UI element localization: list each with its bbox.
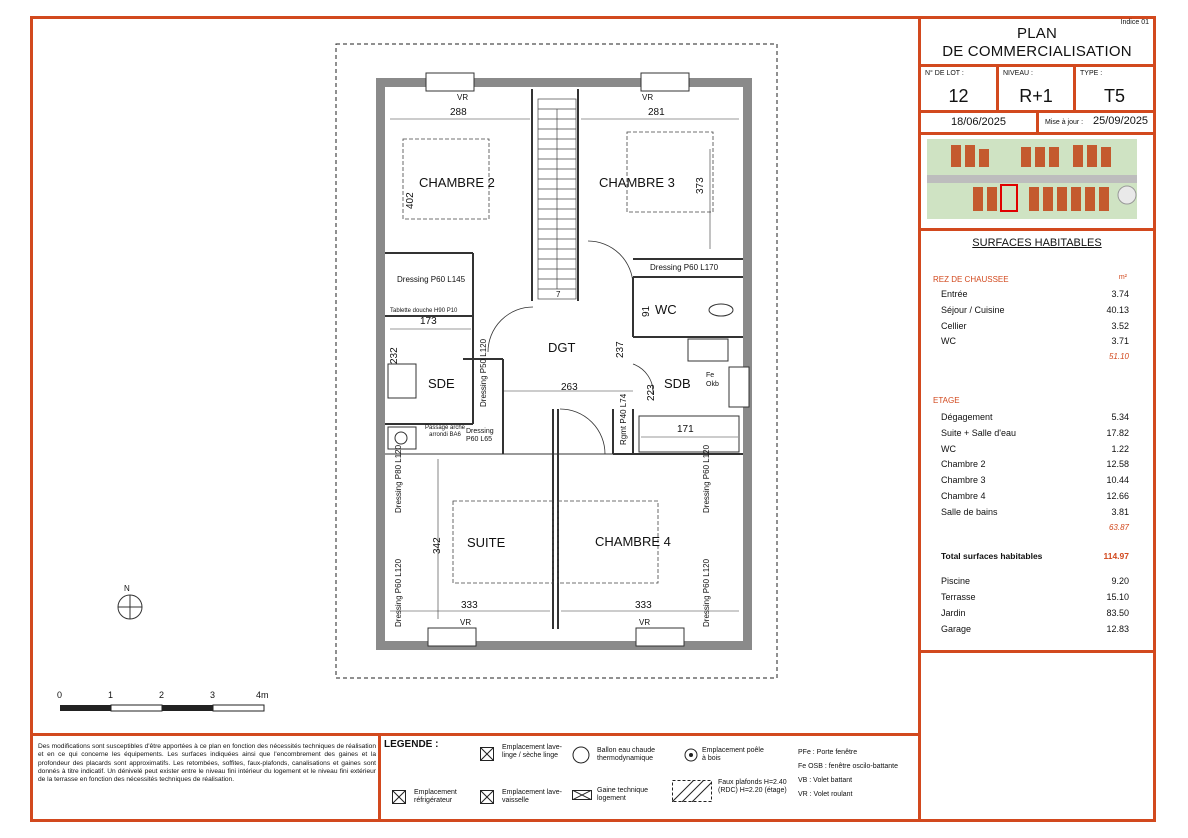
wood-stove-icon [684,748,698,762]
rdc-value: 40.13 [1106,305,1129,315]
annex-value: 15.10 [1106,592,1129,602]
scale-4m: 4m [256,690,269,700]
dim-342: 342 [432,537,443,554]
niveau-label: NIVEAU : [1003,70,1033,77]
dim-373: 373 [695,177,706,194]
legend-lave-vaisselle: Emplacement lave-vaisselle [502,789,562,804]
type-value: T5 [1103,86,1125,106]
dim-91: 91 [641,305,652,317]
total-value: 114.97 [1103,551,1129,561]
annex-value: 12.83 [1106,624,1129,634]
rdc-row [941,305,1129,319]
annex-name: Piscine [941,576,971,586]
legend-poele: Emplacement poêle à bois [702,747,764,762]
label-dressing-170: Dressing P60 L170 [650,263,719,272]
room-wc: WC [655,302,677,317]
site-map [921,135,1153,231]
etage-row [941,444,1129,458]
label-dressing-145: Dressing P60 L145 [397,275,466,284]
abbr-vr: VR : Volet roulant [798,791,853,798]
title-line-1: PLAN [1017,25,1057,42]
title-line-2: DE COMMERCIALISATION [942,43,1132,60]
label-vr-bottom-left: VR [460,618,472,627]
annex-row [941,608,1129,622]
dim-333-left: 333 [461,600,478,611]
etage-name: Salle de bains [941,507,998,517]
abbr-vb: VB : Volet battant [798,777,853,784]
label-passage: Passage arche arrondi BA6 [424,425,466,438]
room-chambre-3: CHAMBRE 3 [599,175,675,190]
rdc-value: 3.71 [1111,336,1129,346]
legend-divider [378,736,381,822]
maj-value: 25/09/2025 [1093,115,1149,127]
niveau-cell [999,67,1076,110]
legend-faux-plafonds: Faux plafonds H=2.40 (RDC) H=2.20 (étage) [718,779,787,794]
rdc-row [941,321,1129,335]
etage-row [941,507,1129,521]
room-dgt: DGT [548,340,576,355]
label-vr-top-left: VR [457,93,469,102]
etage-value: 3.81 [1111,507,1129,517]
niveau-value: R+1 [1019,86,1053,106]
scale-3: 3 [210,690,216,700]
annex-row [941,576,1129,590]
room-sde: SDE [428,376,455,391]
etage-row [941,428,1129,442]
rdc-name: WC [941,336,956,346]
label-dressing-top-right: Dressing P60 L120 [702,444,711,513]
dim-402: 402 [405,192,416,209]
annex-value: 9.20 [1111,576,1129,586]
dim-237: 237 [615,341,626,358]
dim-288: 288 [450,107,467,118]
etage-row [941,412,1129,426]
technical-duct-icon [572,790,592,800]
label-dressing-l65: Dressing P60 L65 [466,428,494,443]
label-tablette: Tablette douche H90 P10 [390,308,458,314]
etage-value: 10.44 [1106,475,1129,485]
type-label: TYPE : [1080,70,1103,77]
rdc-value: 3.52 [1111,321,1129,331]
etage-name: Chambre 4 [941,491,986,501]
floor-plan [33,19,918,735]
floor-plan-drawing [33,19,918,735]
etage-name: WC [941,444,956,454]
rdc-name: Séjour / Cuisine [941,305,1005,315]
etage-value: 12.58 [1106,459,1129,469]
label-dressing-bottom-right: Dressing P60 L120 [702,558,711,627]
maj-label: Mise à jour : [1045,119,1084,126]
rdc-value: 3.74 [1111,289,1129,299]
panel-divider [921,650,1153,653]
rdc-subtotal: 51.10 [1108,352,1129,361]
etage-value: 5.34 [1111,412,1129,422]
scale-2: 2 [159,690,165,700]
dim-223: 223 [646,384,657,401]
fridge-icon [392,790,406,804]
etage-name: Suite + Salle d'eau [941,428,1017,438]
unit-label: m² [1118,274,1127,281]
scale-0: 0 [57,690,63,700]
washing-machine-icon [480,747,494,761]
room-chambre-4: CHAMBRE 4 [595,534,671,549]
label-dressing-p50: Dressing P50 L120 [479,338,488,407]
etage-subtotal: 63.87 [1108,523,1129,532]
legend-divider-right [918,736,921,822]
dim-333-right: 333 [635,600,652,611]
rdc-name: Entrée [941,289,968,299]
total-label: Total surfaces habitables [941,551,1043,561]
info-panel [921,19,1153,735]
dim-7: 7 [556,290,561,299]
room-suite: SUITE [467,535,506,550]
lot-cell [921,67,999,110]
etage-name: Chambre 2 [941,459,986,469]
room-sdb: SDB [664,376,691,391]
dim-263: 263 [561,382,578,393]
etage-row [941,475,1129,489]
etage-row [941,459,1129,473]
water-heater-icon [572,746,590,764]
etage-title: ETAGE [933,396,960,405]
etage-name: Dégagement [941,412,993,422]
dim-171: 171 [677,424,694,435]
annex-name: Garage [941,624,972,634]
total-row [941,551,1129,561]
legend-lave-linge: Emplacement lave-linge / sèche linge [502,744,562,759]
rdc-row [941,336,1129,350]
indice-label: Indice 01 [1120,19,1149,26]
label-fe-okb: Fe Okb [706,372,719,388]
false-ceiling-hatch-icon [672,780,712,802]
etage-value: 12.66 [1106,491,1129,501]
annex-name: Jardin [941,608,966,618]
title-box [921,19,1153,67]
surfaces-title: SURFACES HABITABLES [972,237,1102,249]
label-vr-bottom-right: VR [639,618,651,627]
lot-row [921,67,1153,113]
legend-gaine: Gaine technique logement [597,787,648,802]
annex-row [941,624,1129,638]
etage-name: Chambre 3 [941,475,986,485]
label-rgmt: Rgmt P40 L74 [619,393,628,445]
type-cell [1076,67,1153,110]
legend-refrigerateur: Emplacement réfrigérateur [414,789,457,804]
annex-value: 83.50 [1106,608,1129,618]
etage-value: 17.82 [1106,428,1129,438]
scale-1: 1 [108,690,114,700]
abbr-fe-osb: Fe OSB : fenêtre oscilo-battante [798,763,898,770]
legend-ballon: Ballon eau chaude thermodynamique [597,747,655,762]
annex-name: Terrasse [941,592,976,602]
etage-row [941,491,1129,505]
dim-232: 232 [389,347,400,364]
disclaimer-text: Des modifications sont susceptibles d'être apportées à ce plan en fonction des nécessités techniques de réalisation et en ce qui concerne les équipements. Les surfaces indiquées ainsi que l'encombrement des gaines et la profondeur des placards sont approximatifs. Les retombées, soffites, faux-plafonds, canalisations et gaines sont donnés à titre indicatif. Un dénivelé peut exister entre le niveau fini intérieur du logement et le niveau fini extérieur de la terrasse en fonction des nécessités techniques de réalisation. [38,743,376,784]
room-chambre-2: CHAMBRE 2 [419,175,495,190]
dim-281: 281 [648,107,665,118]
lot-value: 12 [948,86,969,106]
plan-date: 18/06/2025 [921,113,1039,132]
lot-label: N° DE LOT : [925,70,964,77]
rdc-title: REZ DE CHAUSSEE [933,275,1009,284]
legend-title: LEGENDE : [384,739,439,750]
rdc-name: Cellier [941,321,967,331]
date-row [921,113,1153,135]
annex-row [941,592,1129,606]
label-dressing-bottom-left: Dressing P60 L120 [394,558,403,627]
dishwasher-icon [480,790,494,804]
rdc-row [941,289,1129,303]
etage-value: 1.22 [1111,444,1129,454]
label-vr-top-right: VR [642,93,654,102]
label-dressing-top-left: Dressing P80 L120 [394,444,403,513]
dim-173: 173 [420,316,437,327]
north-label: N [124,584,130,593]
abbr-pfe: PFe : Porte fenêtre [798,749,858,756]
